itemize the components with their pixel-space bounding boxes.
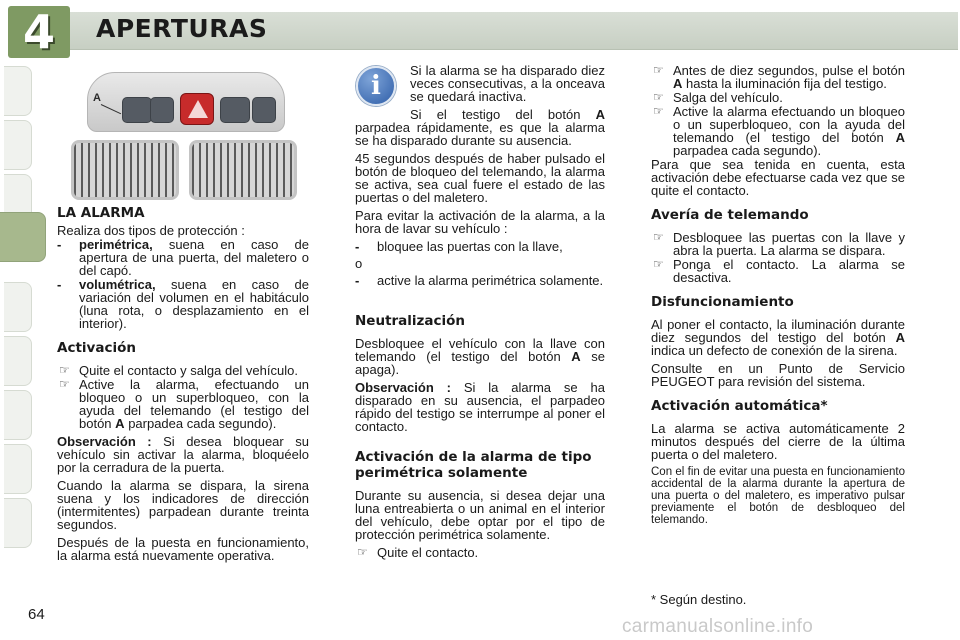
paragraph: Después de la puesta en funcionamiento, la alarma está nuevamente operativa.: [57, 535, 309, 563]
figure-label: A: [93, 92, 101, 104]
button-reference: A: [571, 349, 581, 364]
list-item: ☞ Ponga el contacto. La alarma se desactiva.: [653, 257, 905, 285]
button-reference: A: [595, 107, 605, 122]
pointing-hand-icon: ☞: [59, 377, 70, 391]
paragraph: 45 segundos después de haber pulsado el botón de bloqueo del telemando, la alarma se activa, sea cual fuere el estado de las puertas o del maletero.: [355, 151, 605, 205]
column-middle: [355, 64, 605, 560]
paragraph: Durante su ausencia, si desea dejar una luna entreabierta o un animal en el interior del vehículo, debe optar por el tipo de protección perimétrica solamente.: [355, 488, 605, 542]
section-title-malfunction: Disfuncionamiento: [651, 294, 794, 310]
chapter-tabs: [0, 66, 38, 581]
footnote: * Según destino.: [651, 592, 747, 607]
dashboard-illustration: [57, 64, 310, 202]
column-right: [651, 64, 905, 531]
paragraph: Desbloquee el vehículo con la llave con telemando (el testigo del botón A se apaga).: [355, 336, 605, 377]
chapter-tab[interactable]: [4, 282, 32, 332]
paragraph: Para que sea tenida en cuenta, esta activación debe efectuarse cada vez que se quite el contacto.: [651, 157, 905, 198]
note-text: Con el fin de evitar una puesta en funcionamiento accidental de la alarma durante la apertura de una puerta o del maletero, es imperativo pulsar previamente el botón de desbloqueo del telemando.: [651, 466, 905, 526]
chapter-tab[interactable]: [4, 390, 32, 440]
list-item: ☞ Active la alarma efectuando un bloqueo o un superbloqueo, con la ayuda del telemando (el testigo del botón A parpadea cada segundo).: [653, 104, 905, 158]
protection-type-item: - volumétrica, suena en caso de variación del volumen en el habitáculo (luna rota, o desplazamiento en el interior).: [57, 277, 309, 331]
list-item: ☞ Quite el contacto y salga del vehículo.: [59, 363, 298, 378]
section-title-alarm: LA ALARMA: [57, 205, 145, 221]
or-text: o: [355, 256, 363, 271]
chapter-tab-active[interactable]: [0, 212, 46, 262]
paragraph: Cuando la alarma se dispara, la sirena suena y los indicadores de dirección (intermitentes) parpadean durante treinta segundos.: [57, 478, 309, 532]
list-item: ☞ Desbloquee las puertas con la llave y abra la puerta. La alarma se dispara.: [653, 230, 905, 258]
paragraph: Consulte en un Punto de Servicio PEUGEOT para revisión del sistema.: [651, 361, 905, 389]
chapter-tab[interactable]: [4, 444, 32, 494]
pointing-hand-icon: ☞: [653, 257, 664, 271]
pointing-hand-icon: ☞: [653, 63, 664, 77]
term-perimetric: perimétrica,: [79, 237, 153, 252]
paragraph: La alarma se activa automáticamente 2 minutos después del cierre de la última puerta o del maletero.: [651, 421, 905, 462]
list-item: ☞ Quite el contacto.: [357, 545, 479, 560]
option-item: - active la alarma perimétrica solamente.: [355, 273, 604, 288]
button-reference: A: [115, 416, 125, 431]
pointing-hand-icon: ☞: [653, 90, 664, 104]
page-number: 64: [28, 606, 45, 623]
air-vent-left: [71, 140, 179, 200]
button-reference: A: [673, 76, 683, 91]
section-title-activation: Activación: [57, 340, 136, 356]
watermark: carmanualsonline.info: [622, 616, 814, 637]
term-volumetric: volumétrica,: [79, 277, 156, 292]
observation-note: Observación : Si la alarma se ha disparado en su ausencia, el parpadeo rápido del testigo se interrumpe al poner el contacto.: [355, 380, 605, 434]
button-reference: A: [895, 330, 905, 345]
center-console-panel: [87, 72, 285, 132]
section-title-neutralization: Neutralización: [355, 313, 466, 329]
list-item: ☞ Active la alarma, efectuando un bloqueo o un superbloqueo, con la ayuda del telemando (el testigo del botón A parpadea cada segundo).: [59, 377, 309, 431]
info-icon: i: [356, 66, 396, 106]
pointing-hand-icon: ☞: [653, 104, 664, 118]
chapter-tab[interactable]: [4, 336, 32, 386]
option-item: - bloquee las puertas con la llave,: [355, 239, 563, 254]
list-item: ☞ Antes de diez segundos, pulse el botón A hasta la iluminación fija del testigo.: [653, 63, 905, 91]
hazard-warning-icon: [180, 93, 214, 125]
term-description: suena en caso de apertura de una puerta, del maletero o del capó.: [79, 237, 309, 278]
term-description: suena en caso de variación del volumen en el habitáculo (luna rota, o desplazamiento en el interior).: [79, 277, 309, 331]
section-title-remote-failure: Avería de telemando: [651, 207, 809, 223]
protection-type-item: - perimétrica, suena en caso de apertura de una puerta, del maletero o del capó.: [57, 237, 309, 278]
intro-text: Realiza dos tipos de protección :: [57, 223, 245, 238]
section-title-auto-activation: Activación automática*: [651, 398, 828, 414]
chapter-tab[interactable]: [4, 66, 32, 116]
page-header: [0, 0, 960, 58]
pointing-hand-icon: ☞: [653, 230, 664, 244]
air-vent-right: [189, 140, 297, 200]
paragraph: Para evitar la activación de la alarma, a la hora de lavar su vehículo :: [355, 208, 605, 236]
info-text: Si el testigo del botón A parpadea rápidamente, es que la alarma se ha disparado durante su ausencia.: [355, 107, 605, 148]
chapter-tab[interactable]: [4, 120, 32, 170]
info-text: Si la alarma se ha disparado diez veces consecutivas, a la onceava se quedará inactiva.: [410, 63, 605, 104]
column-left: [57, 207, 309, 567]
pointing-hand-icon: ☞: [357, 545, 368, 559]
console-button: [220, 97, 250, 123]
section-title-perimetric: Activación de la alarma de tipo perimétrica solamente: [355, 449, 592, 481]
button-reference: A: [895, 130, 905, 145]
observation-note: Observación : Si desea bloquear su vehículo sin activar la alarma, bloquéelo por la cerradura de la puerta.: [57, 434, 309, 475]
pointing-hand-icon: ☞: [59, 363, 70, 377]
paragraph: Al poner el contacto, la iluminación durante diez segundos del testigo del botón A indica un defecto de conexión de la sirena.: [651, 317, 905, 358]
console-button: [252, 97, 276, 123]
list-item: ☞ Salga del vehículo.: [653, 90, 783, 105]
console-button: [150, 97, 174, 123]
console-button: [122, 97, 152, 123]
chapter-tab[interactable]: [4, 498, 32, 548]
page-title: APERTURAS: [96, 14, 268, 43]
chapter-badge: 4: [8, 6, 70, 58]
